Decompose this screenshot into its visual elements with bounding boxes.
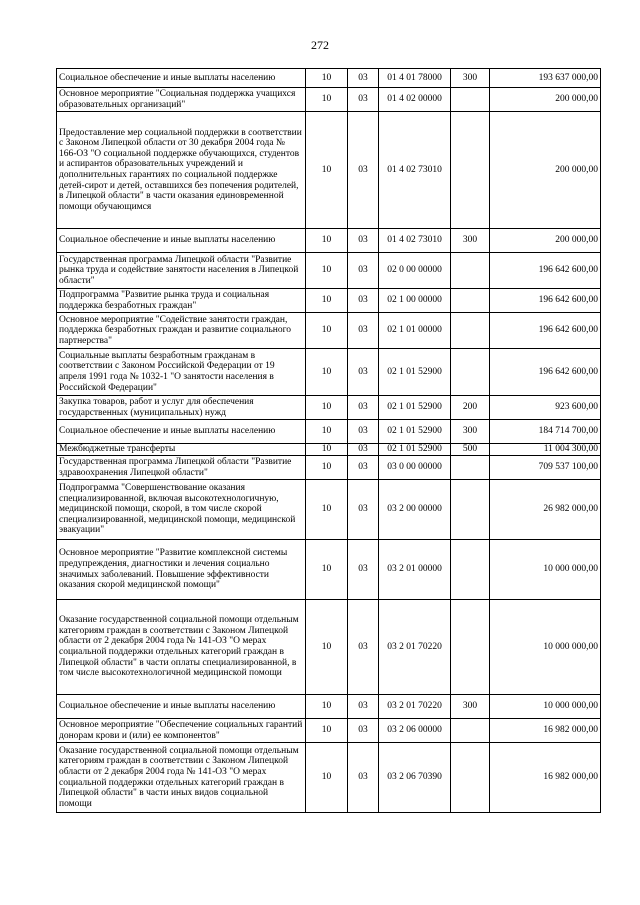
row-expense-type-cell: 300: [451, 695, 490, 719]
row-subsection-cell: 03: [348, 229, 379, 253]
row-expense-type-cell: [451, 289, 490, 313]
row-section-cell: 10: [306, 540, 348, 600]
table-row: [57, 600, 601, 695]
row-name-cell: Государственная программа Липецкой области "Развитие здравоохранения Липецкой области": [57, 456, 306, 480]
row-amount-cell: 200 000,00: [490, 88, 601, 112]
row-section-cell: 10: [306, 719, 348, 743]
row-section-cell: 10: [306, 743, 348, 813]
row-section-cell: 10: [306, 444, 348, 456]
row-expense-type-cell: 200: [451, 396, 490, 420]
row-section-cell: 10: [306, 349, 348, 396]
row-target-article-cell: 01 4 02 00000: [379, 88, 451, 112]
row-amount-cell: 200 000,00: [490, 112, 601, 229]
row-target-article-cell: 03 2 00 00000: [379, 480, 451, 540]
row-name-cell: Закупка товаров, работ и услуг для обеспечения государственных (муниципальных) нужд: [57, 396, 306, 420]
row-amount-cell: 923 600,00: [490, 396, 601, 420]
row-target-article-cell: 03 2 01 00000: [379, 540, 451, 600]
table-row: [57, 396, 601, 420]
row-expense-type-cell: [451, 313, 490, 349]
row-target-article-cell: 02 1 01 52900: [379, 444, 451, 456]
row-section-cell: 10: [306, 229, 348, 253]
row-target-article-cell: 03 2 06 70390: [379, 743, 451, 813]
row-subsection-cell: 03: [348, 396, 379, 420]
table-row: [57, 229, 601, 253]
table-row: [57, 420, 601, 444]
row-section-cell: 10: [306, 289, 348, 313]
table-row: [57, 349, 601, 396]
row-subsection-cell: 03: [348, 480, 379, 540]
row-target-article-cell: 03 2 06 00000: [379, 719, 451, 743]
row-target-article-cell: 02 1 01 00000: [379, 313, 451, 349]
row-section-cell: 10: [306, 480, 348, 540]
table-row: [57, 88, 601, 112]
row-amount-cell: 193 637 000,00: [490, 69, 601, 88]
row-amount-cell: 196 642 600,00: [490, 289, 601, 313]
row-target-article-cell: 02 1 00 00000: [379, 289, 451, 313]
row-subsection-cell: 03: [348, 540, 379, 600]
row-name-cell: Основное мероприятие "Обеспечение социальных гарантий донорам крови и (или) ее компонентов": [57, 719, 306, 743]
table-row: [57, 289, 601, 313]
table-row: [57, 695, 601, 719]
row-section-cell: 10: [306, 69, 348, 88]
row-target-article-cell: 03 2 01 70220: [379, 600, 451, 695]
row-target-article-cell: 02 1 01 52900: [379, 396, 451, 420]
row-section-cell: 10: [306, 600, 348, 695]
row-amount-cell: 200 000,00: [490, 229, 601, 253]
page-number: 272: [311, 38, 329, 52]
row-name-cell: Социальное обеспечение и иные выплаты населению: [57, 229, 306, 253]
row-target-article-cell: 01 4 02 73010: [379, 112, 451, 229]
row-expense-type-cell: 300: [451, 69, 490, 88]
row-amount-cell: 10 000 000,00: [490, 540, 601, 600]
table-row: [57, 253, 601, 289]
row-subsection-cell: 03: [348, 253, 379, 289]
row-target-article-cell: 03 0 00 00000: [379, 456, 451, 480]
row-amount-cell: 10 000 000,00: [490, 695, 601, 719]
row-subsection-cell: 03: [348, 69, 379, 88]
row-name-cell: Социальное обеспечение и иные выплаты населению: [57, 69, 306, 88]
row-name-cell: Оказание государственной социальной помощи отдельным категориям граждан в соответствии с Законом Липецкой области от 2 декабря 2004 года № 141-ОЗ "О мерах социальной поддержки отдельных категорий граждан в Липецкой области" в части оплаты специализированной, в том числе высокотехнологичной медицинской помощи: [57, 600, 306, 695]
row-amount-cell: 196 642 600,00: [490, 313, 601, 349]
row-section-cell: 10: [306, 695, 348, 719]
row-expense-type-cell: 300: [451, 420, 490, 444]
table-row: [57, 480, 601, 540]
row-name-cell: Основное мероприятие "Социальная поддержка учащихся образовательных организаций": [57, 88, 306, 112]
row-amount-cell: 709 537 100,00: [490, 456, 601, 480]
row-subsection-cell: 03: [348, 456, 379, 480]
row-name-cell: Оказание государственной социальной помощи отдельным категориям граждан в соответствии с Законом Липецкой области от 2 декабря 2004 года № 141-ОЗ "О мерах социальной поддержки отдельных категорий граждан в Липецкой области" в части иных видов социальной помощи: [57, 743, 306, 813]
row-amount-cell: 184 714 700,00: [490, 420, 601, 444]
table-row: [57, 743, 601, 813]
row-name-cell: Социальное обеспечение и иные выплаты населению: [57, 420, 306, 444]
row-section-cell: 10: [306, 456, 348, 480]
row-subsection-cell: 03: [348, 444, 379, 456]
table-row: [57, 69, 601, 88]
budget-table-body: [57, 69, 601, 813]
row-section-cell: 10: [306, 313, 348, 349]
row-section-cell: 10: [306, 420, 348, 444]
row-section-cell: 10: [306, 112, 348, 229]
row-expense-type-cell: [451, 112, 490, 229]
row-section-cell: 10: [306, 253, 348, 289]
row-name-cell: Межбюджетные трансферты: [57, 444, 306, 456]
row-expense-type-cell: [451, 743, 490, 813]
row-name-cell: Государственная программа Липецкой области "Развитие рынка труда и содействие занятости населения в Липецкой области": [57, 253, 306, 289]
row-subsection-cell: 03: [348, 719, 379, 743]
row-target-article-cell: 02 1 01 52900: [379, 420, 451, 444]
row-target-article-cell: 02 0 00 00000: [379, 253, 451, 289]
row-section-cell: 10: [306, 396, 348, 420]
row-section-cell: 10: [306, 88, 348, 112]
row-name-cell: Основное мероприятие "Содействие занятости граждан, поддержка безработных граждан и развитие социального партнерства": [57, 313, 306, 349]
row-name-cell: Подпрограмма "Развитие рынка труда и социальная поддержка безработных граждан": [57, 289, 306, 313]
row-expense-type-cell: [451, 540, 490, 600]
row-subsection-cell: 03: [348, 88, 379, 112]
row-name-cell: Социальное обеспечение и иные выплаты населению: [57, 695, 306, 719]
table-row: [57, 719, 601, 743]
row-amount-cell: 196 642 600,00: [490, 253, 601, 289]
row-expense-type-cell: [451, 600, 490, 695]
table-row: [57, 444, 601, 456]
row-expense-type-cell: [451, 719, 490, 743]
row-amount-cell: 10 000 000,00: [490, 600, 601, 695]
row-amount-cell: 196 642 600,00: [490, 349, 601, 396]
row-expense-type-cell: [451, 349, 490, 396]
row-target-article-cell: 02 1 01 52900: [379, 349, 451, 396]
row-subsection-cell: 03: [348, 600, 379, 695]
row-subsection-cell: 03: [348, 743, 379, 813]
row-expense-type-cell: [451, 253, 490, 289]
row-subsection-cell: 03: [348, 349, 379, 396]
table-row: [57, 540, 601, 600]
table-row: [57, 456, 601, 480]
table-row: [57, 112, 601, 229]
row-amount-cell: 16 982 000,00: [490, 719, 601, 743]
row-expense-type-cell: [451, 480, 490, 540]
row-subsection-cell: 03: [348, 112, 379, 229]
row-name-cell: Основное мероприятие "Развитие комплексной системы предупреждения, диагностики и лечения социально значимых заболеваний. Повышение эффективности оказания скорой медицинской помощи": [57, 540, 306, 600]
row-target-article-cell: 01 4 02 73010: [379, 229, 451, 253]
row-name-cell: Подпрограмма "Совершенствование оказания специализированной, включая высокотехнологичную, медицинской помощи, скорой, в том числе скорой специализированной, медицинской помощи, медицинской эвакуации": [57, 480, 306, 540]
row-target-article-cell: 03 2 01 70220: [379, 695, 451, 719]
row-amount-cell: 26 982 000,00: [490, 480, 601, 540]
row-name-cell: Предоставление мер социальной поддержки в соответствии с Законом Липецкой области от 30 декабря 2004 года № 166-ОЗ "О социальной поддержке обучающихся, студентов и аспирантов образовательных учреждений и дополнительных гарантиях по социальной поддержке детей-сирот и детей, оставшихся без попечения родителей, в Липецкой области" в части оказания единовременной помощи обучающимся: [57, 112, 306, 229]
row-expense-type-cell: [451, 456, 490, 480]
row-subsection-cell: 03: [348, 313, 379, 349]
row-expense-type-cell: [451, 88, 490, 112]
table-row: [57, 313, 601, 349]
row-target-article-cell: 01 4 01 78000: [379, 69, 451, 88]
row-subsection-cell: 03: [348, 289, 379, 313]
row-expense-type-cell: 500: [451, 444, 490, 456]
row-expense-type-cell: 300: [451, 229, 490, 253]
row-name-cell: Социальные выплаты безработным гражданам в соответствии с Законом Российской Федерации от 19 апреля 1991 года № 1032-1 "О занятости населения в Российской Федерации": [57, 349, 306, 396]
row-amount-cell: 11 004 300,00: [490, 444, 601, 456]
row-subsection-cell: 03: [348, 695, 379, 719]
row-amount-cell: 16 982 000,00: [490, 743, 601, 813]
budget-table: [56, 68, 601, 813]
row-subsection-cell: 03: [348, 420, 379, 444]
